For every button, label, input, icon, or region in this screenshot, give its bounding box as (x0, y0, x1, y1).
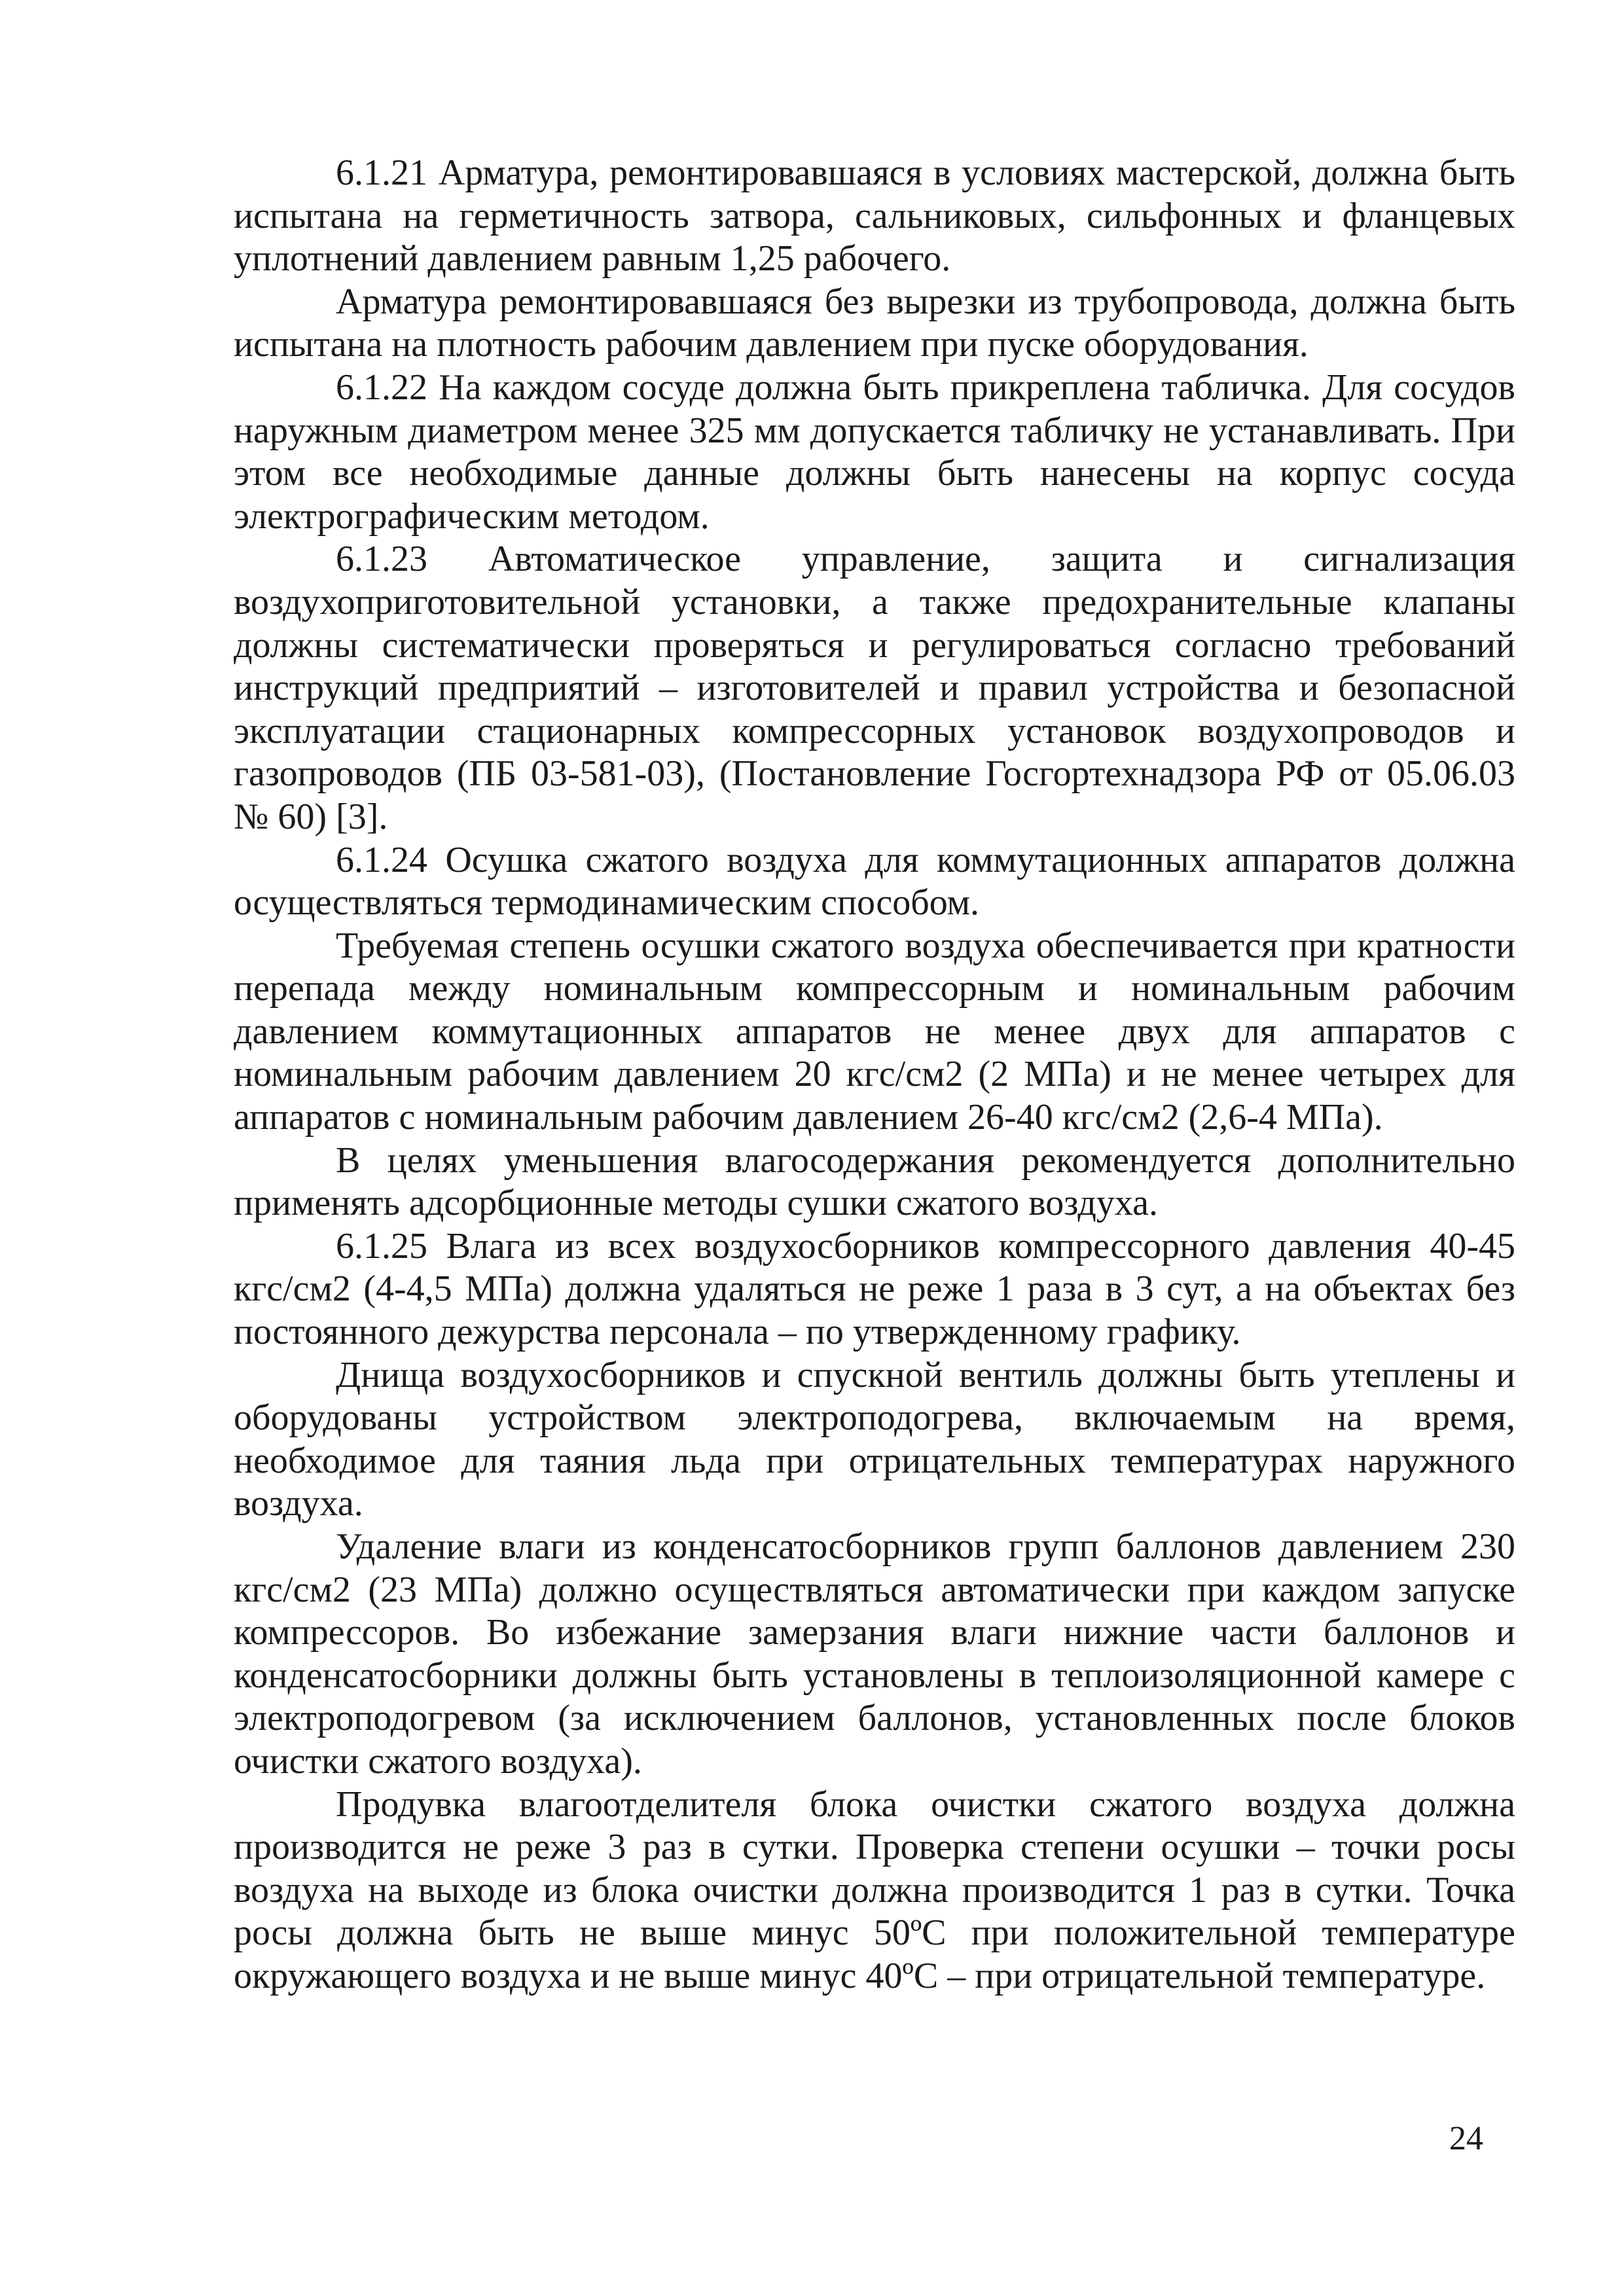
paragraph-drying-degree: Требуемая степень осушки сжатого воздуха обеспечивается при кратности перепада между номинальным компрессорным и номинальным рабочим давлением коммутационных аппаратов не менее двух для аппаратов с номинальным рабочим давлением 20 кгс/см2 (2 МПа) и не менее четырех для аппаратов с номинальным рабочим давлением 26-40 кгс/см2 (2,6-4 МПа). (234, 925, 1515, 1138)
body-text (234, 152, 1515, 1998)
paragraph-6-1-21: 6.1.21 Арматура, ремонтировавшаяся в условиях мастерской, должна быть испытана на герметичность затвора, сальниковых, сильфонных и фланцевых уплотнений давлением равным 1,25 рабочего. (234, 152, 1515, 279)
page-number: 24 (1449, 2120, 1483, 2157)
paragraph-6-1-25: 6.1.25 Влага из всех воздухосборников компрессорного давления 40-45 кгс/см2 (4-4,5 МПа) должна удаляться не реже 1 раза в 3 сут, а на объектах без постоянного дежурства персонала – по утвержденному графику. (234, 1225, 1515, 1353)
paragraph-condensate-removal: Удаление влаги из конденсатосборников групп баллонов давлением 230 кгс/см2 (23 МПа) должно осуществляться автоматически при каждом запуске компрессоров. Во избежание замерзания влаги нижние части баллонов и конденсатосборники должны быть установлены в теплоизоляционной камере с электроподогревом (за исключением баллонов, установленных после блоков очистки сжатого воздуха). (234, 1526, 1515, 1782)
paragraph-6-1-23: 6.1.23 Автоматическое управление, защита и сигнализация воздухоприготовительной установки, а также предохранительные клапаны должны систематически проверяться и регулироваться согласно требований инструкций предприятий – изготовителей и правил устройства и безопасной эксплуатации стационарных компрессорных установок воздухопроводов и газопроводов (ПБ 03-581-03), (Постановление Госгортехнадзора РФ от 05.06.03 № 60) [3]. (234, 539, 1515, 837)
paragraph-blowdown: Продувка влагоотделителя блока очистки сжатого воздуха должна производится не реже 3 раз в сутки. Проверка степени осушки – точки росы воздуха на выходе из блока очистки должна производится 1 раз в сутки. Точка росы должна быть не выше минус 50ºС при положительной температуре окружающего воздуха и не выше минус 40ºС – при отрицательной температуре. (234, 1784, 1515, 1996)
paragraph-heating: Днища воздухосборников и спускной вентиль должны быть утеплены и оборудованы устройством электроподогрева, включаемым на время, необходимое для таяния льда при отрицательных температурах наружного воздуха. (234, 1354, 1515, 1524)
paragraph-adsorption: В целях уменьшения влагосодержания рекомендуется дополнительно применять адсорбционные методы сушки сжатого воздуха. (234, 1139, 1515, 1224)
paragraph-6-1-22: 6.1.22 На каждом сосуде должна быть прикреплена табличка. Для сосудов наружным диаметром менее 325 мм допускается табличку не устанавливать. При этом все необходимые данные должны быть нанесены на корпус сосуда электрографическим методом. (234, 367, 1515, 537)
paragraph-6-1-24: 6.1.24 Осушка сжатого воздуха для коммутационных аппаратов должна осуществляться термодинамическим способом. (234, 839, 1515, 924)
paragraph-armatura-no-cut: Арматура ремонтировавшаяся без вырезки из трубопровода, должна быть испытана на плотность рабочим давлением при пуске оборудования. (234, 281, 1515, 365)
